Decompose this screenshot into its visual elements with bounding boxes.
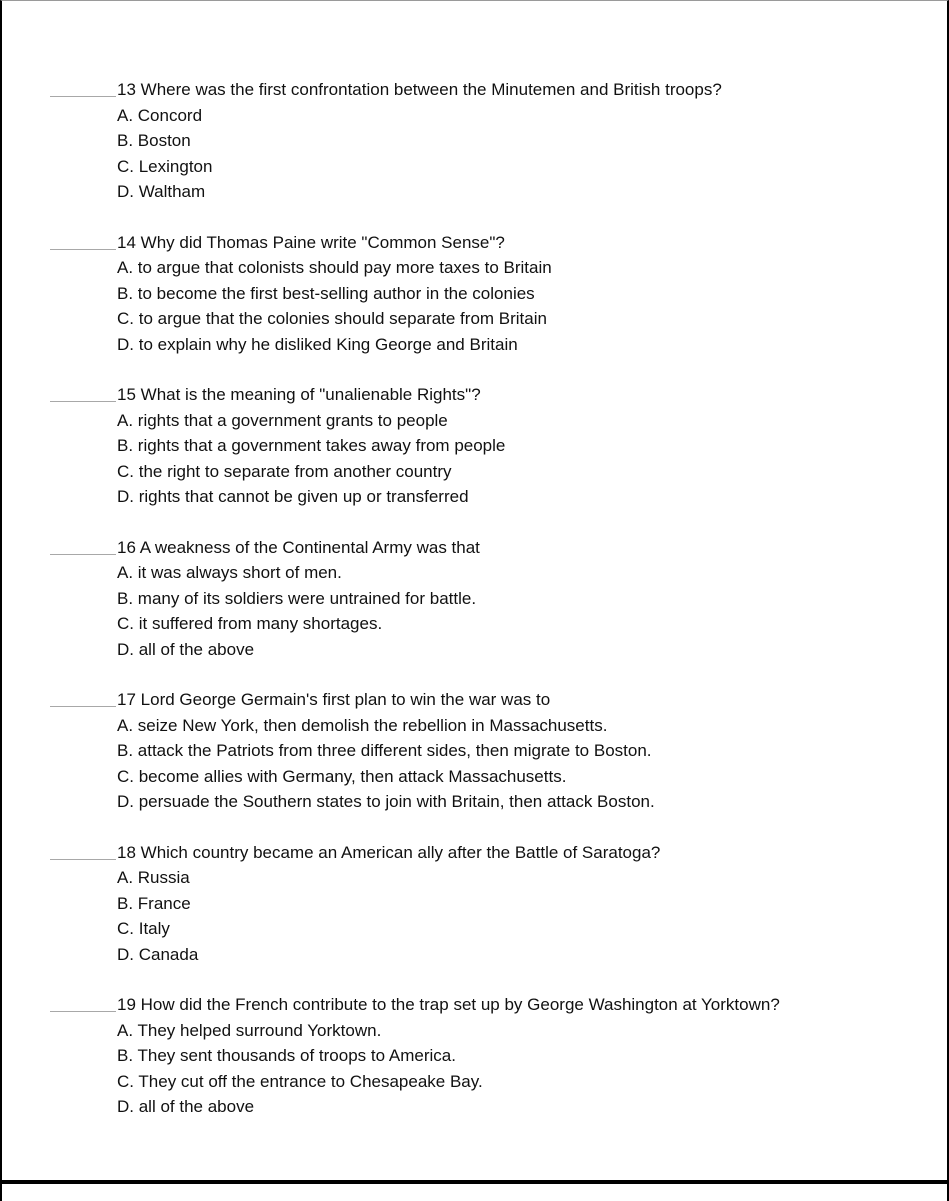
option-b: B. Boston [117, 131, 191, 150]
question-text: Where was the first confrontation between the Minutemen and British troops? [140, 80, 722, 99]
question-text: A weakness of the Continental Army was that [139, 537, 480, 557]
option-d: D. Waltham [117, 182, 206, 201]
question-text: Which country became an American ally after the Battle of Saratoga? [140, 842, 661, 862]
option-a: A. seize New York, then demolish the rebellion in Massachusetts. [117, 715, 608, 735]
answer-blank [50, 96, 116, 97]
question-block [117, 382, 882, 510]
option-c: C. They cut off the entrance to Chesapeake Bay. [117, 1071, 483, 1091]
options [117, 103, 882, 205]
question-number: 18 [117, 842, 136, 862]
option-c: C. it suffered from many shortages. [117, 614, 383, 633]
question-block [117, 77, 882, 205]
option-b: B. France [117, 893, 191, 913]
question-line [117, 535, 882, 561]
answer-blank [50, 1011, 116, 1012]
question-text: What is the meaning of "unalienable Rights"? [140, 385, 481, 404]
option-d: D. persuade the Southern states to join with Britain, then attack Boston. [117, 792, 655, 811]
question-block [117, 992, 882, 1120]
option-d: D. all of the above [117, 1097, 255, 1116]
answer-blank [50, 859, 116, 860]
question-line [117, 230, 882, 256]
option-b: B. They sent thousands of troops to America. [117, 1046, 456, 1065]
question-text: Why did Thomas Paine write "Common Sense"? [140, 232, 505, 252]
options [117, 713, 882, 815]
option-a: A. They helped surround Yorktown. [117, 1020, 382, 1040]
option-a: A. Russia [117, 868, 190, 887]
option-b: B. attack the Patriots from three different sides, then migrate to Boston. [117, 741, 652, 760]
option-d: D. all of the above [117, 639, 255, 659]
question-block [117, 535, 882, 663]
question-number: 15 [117, 385, 136, 404]
question-line [117, 687, 882, 713]
option-a: A. rights that a government grants to people [117, 410, 448, 430]
question-number: 14 [117, 232, 136, 252]
option-c: C. the right to separate from another country [117, 461, 452, 481]
options [117, 560, 882, 662]
option-b: B. to become the first best-selling author in the colonies [117, 283, 535, 303]
question-number: 17 [117, 690, 136, 709]
option-d: D. to explain why he disliked King George and Britain [117, 334, 518, 354]
question-block [117, 230, 882, 358]
option-a: A. it was always short of men. [117, 563, 342, 582]
options [117, 255, 882, 357]
answer-blank [50, 706, 116, 707]
option-c: C. Italy [117, 919, 170, 938]
options [117, 1018, 882, 1120]
options [117, 865, 882, 967]
question-number: 13 [117, 80, 136, 99]
question-list [2, 1, 947, 1120]
question-text: Lord George Germain's first plan to win the war was to [140, 690, 551, 709]
answer-blank [50, 554, 116, 555]
question-block [117, 687, 882, 815]
option-a: A. Concord [117, 105, 203, 125]
question-line [117, 840, 882, 866]
answer-blank [50, 249, 116, 250]
question-block [117, 840, 882, 968]
question-text: How did the French contribute to the trap set up by George Washington at Yorktown? [140, 995, 780, 1014]
question-line [117, 992, 882, 1018]
option-b: B. rights that a government takes away from people [117, 436, 506, 455]
question-line [117, 382, 882, 408]
option-c: C. become allies with Germany, then attack Massachusetts. [117, 766, 567, 786]
question-number: 19 [117, 995, 136, 1014]
question-number: 16 [117, 537, 136, 557]
answer-blank [50, 401, 116, 402]
option-d: D. Canada [117, 944, 199, 964]
option-a: A. to argue that colonists should pay more taxes to Britain [117, 258, 552, 277]
question-line [117, 77, 882, 103]
option-c: C. to argue that the colonies should separate from Britain [117, 309, 547, 328]
option-d: D. rights that cannot be given up or transferred [117, 487, 469, 506]
bottom-rule [2, 1180, 947, 1184]
option-b: B. many of its soldiers were untrained for battle. [117, 588, 477, 608]
option-c: C. Lexington [117, 156, 213, 176]
options [117, 408, 882, 510]
